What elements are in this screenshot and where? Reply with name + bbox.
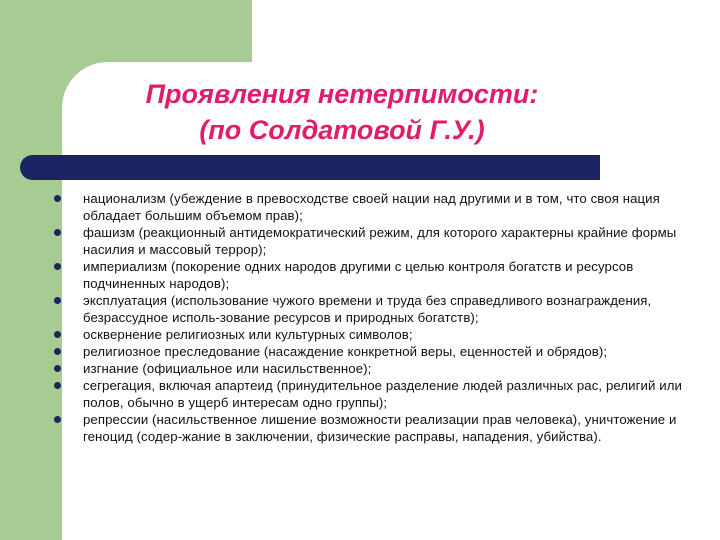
list-item xyxy=(54,377,718,411)
list-item-text: репрессии (насильственное лишение возможности реализации прав человека), уничтожение и геноцид (содер-жание в заключении, физические расправы, нападения, убийства). xyxy=(83,412,677,444)
slide-title xyxy=(62,76,622,148)
list-item-text: изгнание (официальное или насильственное); xyxy=(83,361,372,376)
list-item xyxy=(54,411,718,445)
bullet-icon xyxy=(54,382,61,389)
bullet-icon xyxy=(54,416,61,423)
list-item xyxy=(54,343,718,360)
list-item-text: религиозное преследование (насаждение конкретной веры, еценностей и обрядов); xyxy=(83,344,608,359)
bullet-icon xyxy=(54,365,61,372)
title-divider-bar xyxy=(20,155,600,180)
bullet-icon xyxy=(54,297,61,304)
bullet-icon xyxy=(54,331,61,338)
intolerance-list xyxy=(54,190,718,445)
list-item xyxy=(54,224,718,258)
list-item xyxy=(54,190,718,224)
list-item xyxy=(54,326,718,343)
bullet-icon xyxy=(54,348,61,355)
list-item-text: фашизм (реакционный антидемократический режим, для которого характерны крайние формы насилия и массовый террор); xyxy=(83,225,677,257)
slide-title-line-1: Проявления нетерпимости: xyxy=(145,79,539,109)
list-item xyxy=(54,258,718,292)
bullet-icon xyxy=(54,263,61,270)
list-item xyxy=(54,360,718,377)
list-item-text: сегрегация, включая апартеид (принудительное разделение людей различных рас, религий или полов, обычно в ущерб интересам одно группы); xyxy=(83,378,682,410)
list-item xyxy=(54,292,718,326)
list-item-text: эксплуатация (использование чужого времени и труда без справедливого вознаграждения, безрассудное исполь-зование ресурсов и природных богатств); xyxy=(83,293,652,325)
list-item-text: национализм (убеждение в превосходстве своей нации над другими и в том, что своя нация обладает большим объемом прав); xyxy=(83,191,660,223)
slide-title-line-2: (по Солдатовой Г.У.) xyxy=(199,115,485,145)
list-item-text: осквернение религиозных или культурных символов; xyxy=(83,327,413,342)
bullet-icon xyxy=(54,195,61,202)
bullet-icon xyxy=(54,229,61,236)
list-item-text: империализм (покорение одних народов другими с целью контроля богатств и ресурсов подчиненных народов); xyxy=(83,259,634,291)
